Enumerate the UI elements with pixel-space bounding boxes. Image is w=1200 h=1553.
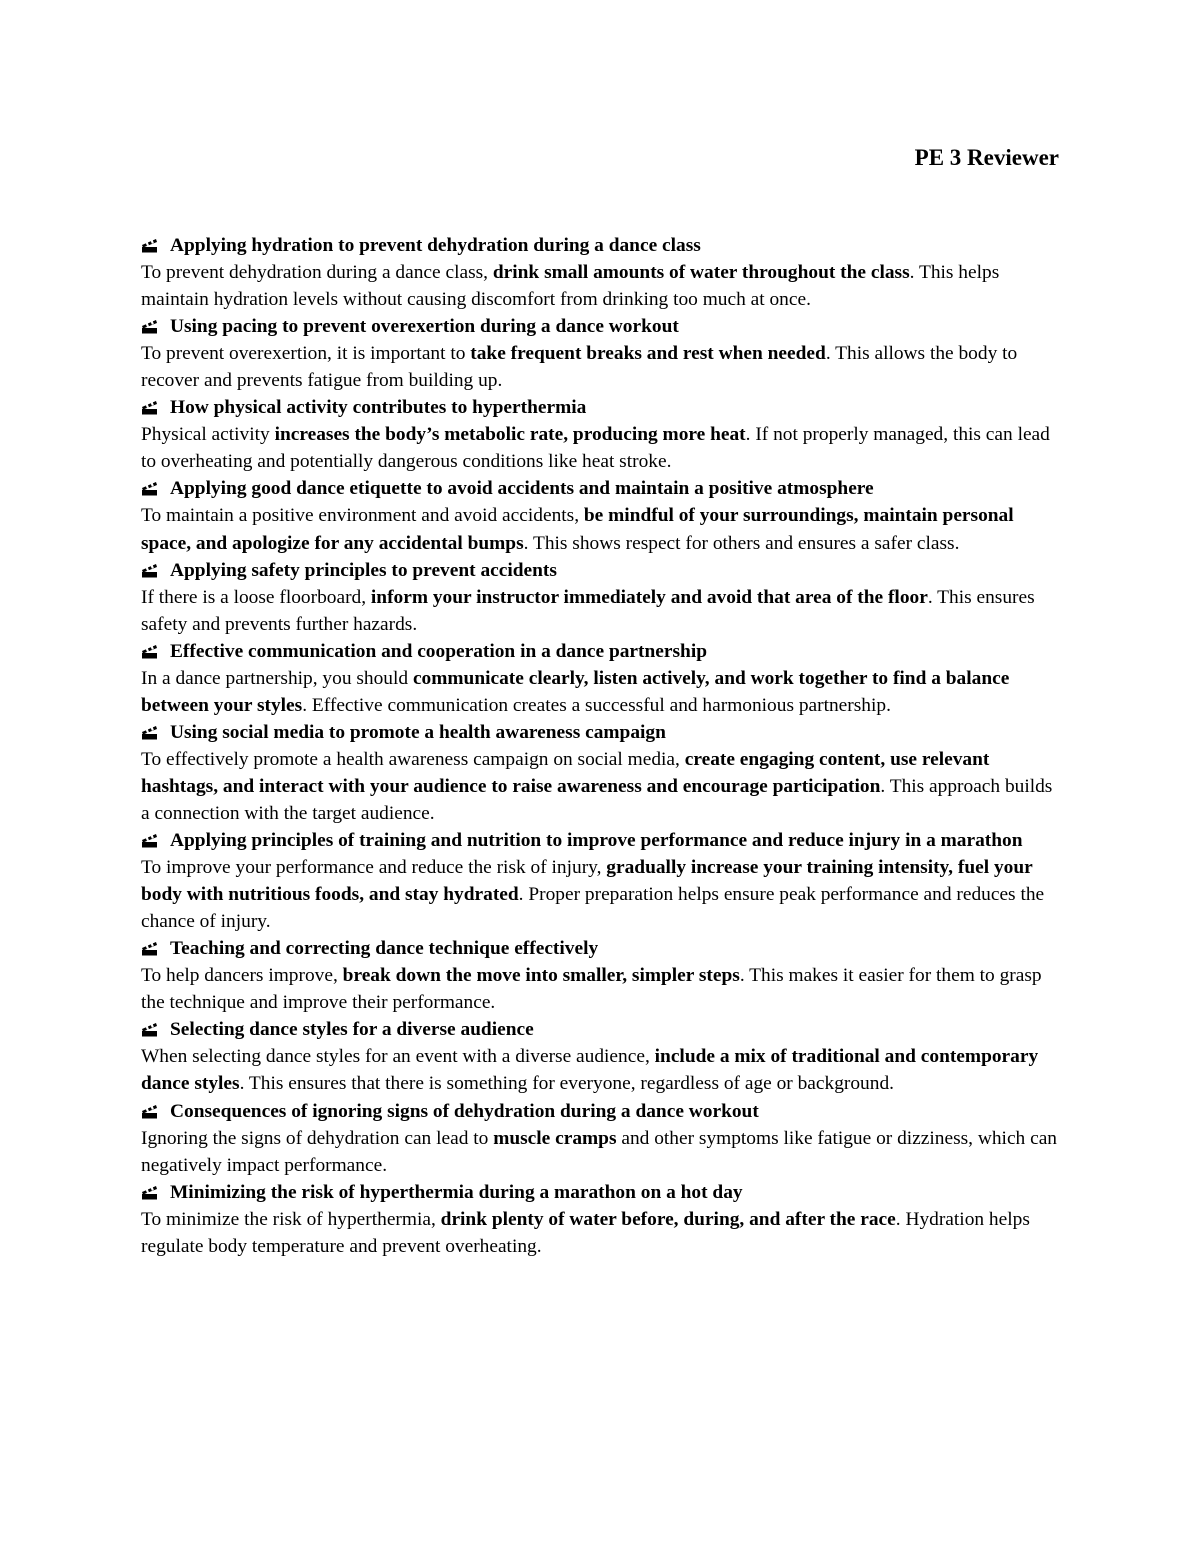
section-body bbox=[141, 854, 1059, 935]
section-body-text: . This shows respect for others and ensures a safer class. bbox=[523, 532, 960, 554]
clapperboard-icon bbox=[141, 941, 158, 956]
section-body-emphasis: take frequent breaks and rest when needed bbox=[470, 343, 826, 365]
section-body-text: . This makes it easier for them to grasp the technique and improve their performance. bbox=[141, 965, 1042, 1014]
clapperboard-icon bbox=[141, 644, 158, 659]
document-title: PE 3 Reviewer bbox=[914, 145, 1059, 170]
section-heading bbox=[141, 313, 1059, 340]
section-body bbox=[141, 1043, 1059, 1097]
section-heading-text: Using social media to promote a health awareness campaign bbox=[170, 721, 666, 743]
section-body-text: If there is a loose floorboard, bbox=[141, 586, 371, 608]
section-body bbox=[141, 340, 1059, 394]
clapperboard-icon bbox=[141, 400, 158, 415]
section-heading bbox=[141, 232, 1059, 259]
section-heading bbox=[141, 1016, 1059, 1043]
section-body bbox=[141, 746, 1059, 827]
section-heading-text: How physical activity contributes to hyperthermia bbox=[170, 397, 587, 419]
section-body bbox=[141, 259, 1059, 313]
section-body-text: To help dancers improve, bbox=[141, 965, 343, 987]
section-body-text: To prevent overexertion, it is important to bbox=[141, 343, 471, 365]
section-body-text: To minimize the risk of hyperthermia, bbox=[141, 1208, 441, 1230]
section-body-text: Ignoring the signs of dehydration can lead to bbox=[141, 1127, 494, 1149]
section-heading-text: Applying good dance etiquette to avoid accidents and maintain a positive atmosphere bbox=[170, 478, 874, 500]
section-body-text: . This ensures safety and prevents further hazards. bbox=[141, 586, 1035, 635]
section-body-text: In a dance partnership, you should bbox=[141, 667, 413, 689]
section-body bbox=[141, 584, 1059, 638]
section-body-emphasis: gradually increase your training intensity, fuel your body with nutritious foods, and stay hydrated bbox=[141, 857, 1033, 906]
section-body bbox=[141, 1125, 1059, 1179]
section-heading-text: Minimizing the risk of hyperthermia during a marathon on a hot day bbox=[170, 1181, 743, 1203]
section-heading-text: Applying hydration to prevent dehydration during a dance class bbox=[170, 235, 701, 256]
section-body-emphasis: create engaging content, use relevant hashtags, and interact with your audience to raise awareness and encourage participation bbox=[141, 748, 990, 797]
section-body-text: . If not properly managed, this can lead to overheating and potentially dangerous conditions like heat stroke. bbox=[141, 424, 1050, 473]
section-body bbox=[141, 421, 1059, 475]
section-body-text: . Proper preparation helps ensure peak performance and reduces the chance of injury. bbox=[141, 884, 1045, 933]
section-heading-text: Consequences of ignoring signs of dehydration during a dance workout bbox=[170, 1100, 759, 1122]
section-heading bbox=[141, 557, 1059, 584]
section-body bbox=[141, 962, 1059, 1016]
clapperboard-icon bbox=[141, 319, 158, 334]
section-heading bbox=[141, 935, 1059, 962]
clapperboard-icon bbox=[141, 1104, 158, 1119]
section-body-emphasis: drink small amounts of water throughout the class bbox=[492, 262, 910, 284]
section-heading-text: Teaching and correcting dance technique effectively bbox=[170, 938, 599, 960]
section-body-text: To effectively promote a health awareness campaign on social media, bbox=[141, 748, 685, 770]
section-body-text: . This helps maintain hydration levels without causing discomfort from drinking too much at once. bbox=[141, 262, 1000, 311]
section-body-emphasis: break down the move into smaller, simpler steps bbox=[342, 965, 740, 987]
section-heading-text: Applying safety principles to prevent accidents bbox=[170, 559, 557, 581]
section-body-text: . This ensures that there is something for everyone, regardless of age or background. bbox=[239, 1073, 894, 1095]
section-heading-text: Applying principles of training and nutrition to improve performance and reduce injury in a marathon bbox=[170, 830, 1023, 852]
section-heading bbox=[141, 719, 1059, 746]
section-body-text: and other symptoms like fatigue or dizziness, which can negatively impact performance. bbox=[141, 1127, 1057, 1176]
clapperboard-icon bbox=[141, 563, 158, 578]
section-heading bbox=[141, 394, 1059, 421]
document-content bbox=[141, 232, 1059, 1260]
section-body-emphasis: muscle cramps bbox=[493, 1127, 617, 1149]
section-body-emphasis: communicate clearly, listen actively, and work together to find a balance between your styles bbox=[141, 667, 1010, 716]
section-body-emphasis: include a mix of traditional and contemporary dance styles bbox=[141, 1046, 1039, 1095]
section-body-emphasis: inform your instructor immediately and avoid that area of the floor bbox=[370, 586, 928, 608]
section-heading-text: Selecting dance styles for a diverse audience bbox=[170, 1019, 534, 1041]
section-body-text: To prevent dehydration during a dance class, bbox=[141, 262, 493, 284]
section-body-emphasis: increases the body’s metabolic rate, producing more heat bbox=[274, 424, 746, 446]
section-heading bbox=[141, 1179, 1059, 1206]
section-heading bbox=[141, 1098, 1059, 1125]
section-body-text: . This approach builds a connection with the target audience. bbox=[141, 775, 1053, 824]
section-heading-text: Effective communication and cooperation in a dance partnership bbox=[170, 640, 707, 662]
clapperboard-icon bbox=[141, 1022, 158, 1037]
clapperboard-icon bbox=[141, 833, 158, 848]
section-body-text: To maintain a positive environment and avoid accidents, bbox=[141, 505, 584, 527]
clapperboard-icon bbox=[141, 725, 158, 740]
section-body-text: . Effective communication creates a successful and harmonious partnership. bbox=[302, 694, 891, 716]
clapperboard-icon bbox=[141, 1185, 158, 1200]
section-body bbox=[141, 502, 1059, 556]
section-body-text: Physical activity bbox=[141, 424, 275, 446]
section-body bbox=[141, 665, 1059, 719]
section-body-emphasis: drink plenty of water before, during, and after the race bbox=[440, 1208, 896, 1230]
section-heading bbox=[141, 475, 1059, 502]
section-body-text: . Hydration helps regulate body temperature and prevent overheating. bbox=[141, 1208, 1030, 1257]
section-body-text: When selecting dance styles for an event with a diverse audience, bbox=[141, 1046, 655, 1068]
section-body bbox=[141, 1206, 1059, 1260]
section-heading bbox=[141, 827, 1059, 854]
clapperboard-icon bbox=[141, 238, 158, 253]
section-body-text: To improve your performance and reduce the risk of injury, bbox=[141, 857, 607, 879]
section-heading bbox=[141, 638, 1059, 665]
section-body-emphasis: be mindful of your surroundings, maintain personal space, and apologize for any accidental bumps bbox=[141, 505, 1014, 554]
section-heading-text: Using pacing to prevent overexertion during a dance workout bbox=[170, 316, 679, 338]
clapperboard-icon bbox=[141, 481, 158, 496]
section-body-text: . This allows the body to recover and prevents fatigue from building up. bbox=[141, 343, 1018, 392]
